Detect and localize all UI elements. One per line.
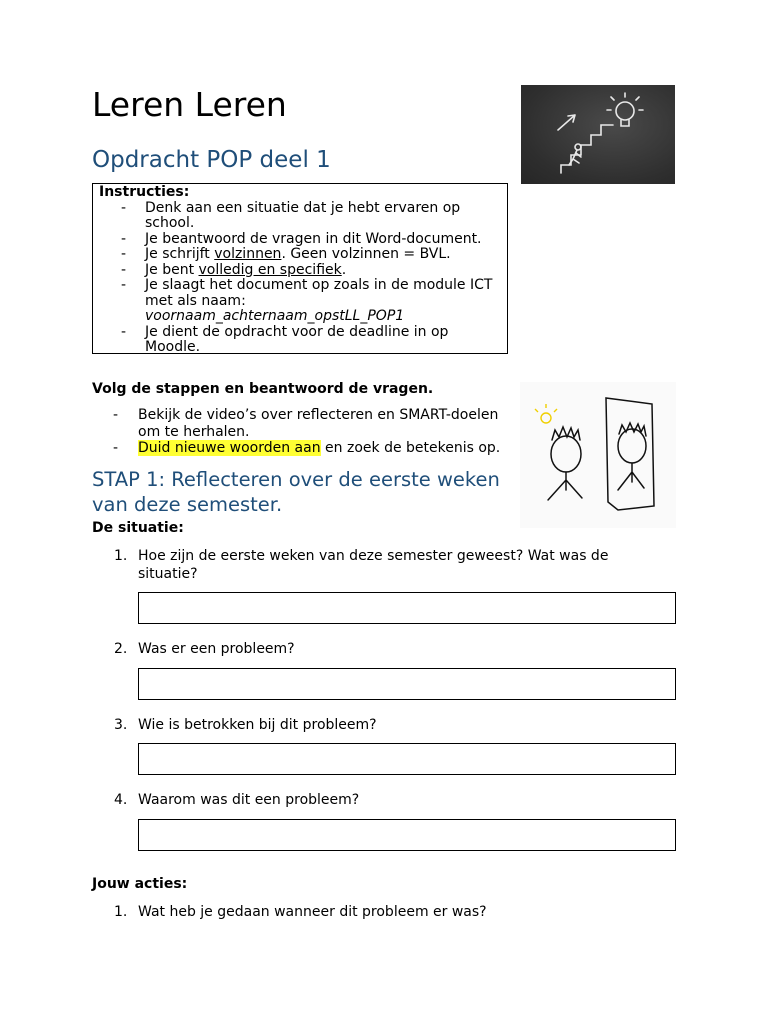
- list-item: - Je schrijft volzinnen. Geen volzinnen = BVL.: [121, 246, 451, 262]
- list-item: - Bekijk de video’s over reflecteren en SMART-doelen om te herhalen.: [113, 407, 499, 440]
- mirror-image: [520, 382, 676, 528]
- steps-list: [92, 407, 517, 457]
- instructions-heading: Instructies:: [99, 184, 190, 200]
- question-text: Was er een probleem?: [138, 641, 295, 657]
- person-mirror-icon: [520, 382, 676, 528]
- answer-field-1[interactable]: [138, 592, 676, 624]
- list-item: - Je bent volledig en specifiek.: [121, 261, 347, 278]
- answer-field-2[interactable]: [138, 668, 676, 700]
- document-subtitle: Opdracht POP deel 1: [92, 147, 331, 173]
- filename-format: voornaam_achternaam_opstLL_POP1: [145, 308, 405, 324]
- question-text: Wie is betrokken bij dit probleem?: [138, 717, 377, 733]
- instructions-list: [99, 201, 501, 356]
- document-title: Leren Leren: [92, 85, 287, 124]
- situation-label: De situatie:: [92, 520, 184, 536]
- list-item: - Je dient de opdracht voor de deadline in op Moodle.: [121, 323, 449, 355]
- step1-heading: STAP 1: Reflecteren over de eerste weken van deze semester.: [92, 468, 500, 516]
- lightbulb-stairs-icon: [521, 85, 675, 184]
- steps-heading: Volg de stappen en beantwoord de vragen.: [92, 381, 434, 397]
- highlighted-text: Duid nieuwe woorden aan: [138, 440, 321, 456]
- list-item: - Duid nieuwe woorden aan en zoek de betekenis op.: [113, 440, 501, 456]
- question-text: Wat heb je gedaan wanneer dit probleem er was?: [138, 904, 487, 920]
- list-item: - Je slaagt het document op zoals in de module ICT met als naam: voornaam_achternaam_opstLL_POP1: [121, 277, 493, 324]
- list-item: - Denk aan een situatie dat je hebt ervaren op school.: [121, 199, 461, 231]
- instructions-box: [92, 183, 508, 354]
- actions-label: Jouw acties:: [92, 876, 188, 892]
- chalkboard-image: [521, 85, 675, 184]
- answer-field-4[interactable]: [138, 819, 676, 851]
- answer-field-3[interactable]: [138, 743, 676, 775]
- question-text: Waarom was dit een probleem?: [138, 792, 360, 808]
- list-item: - Je beantwoord de vragen in dit Word-document.: [121, 230, 482, 247]
- question-text: Hoe zijn de eerste weken van deze semester geweest? Wat was de situatie?: [138, 548, 609, 582]
